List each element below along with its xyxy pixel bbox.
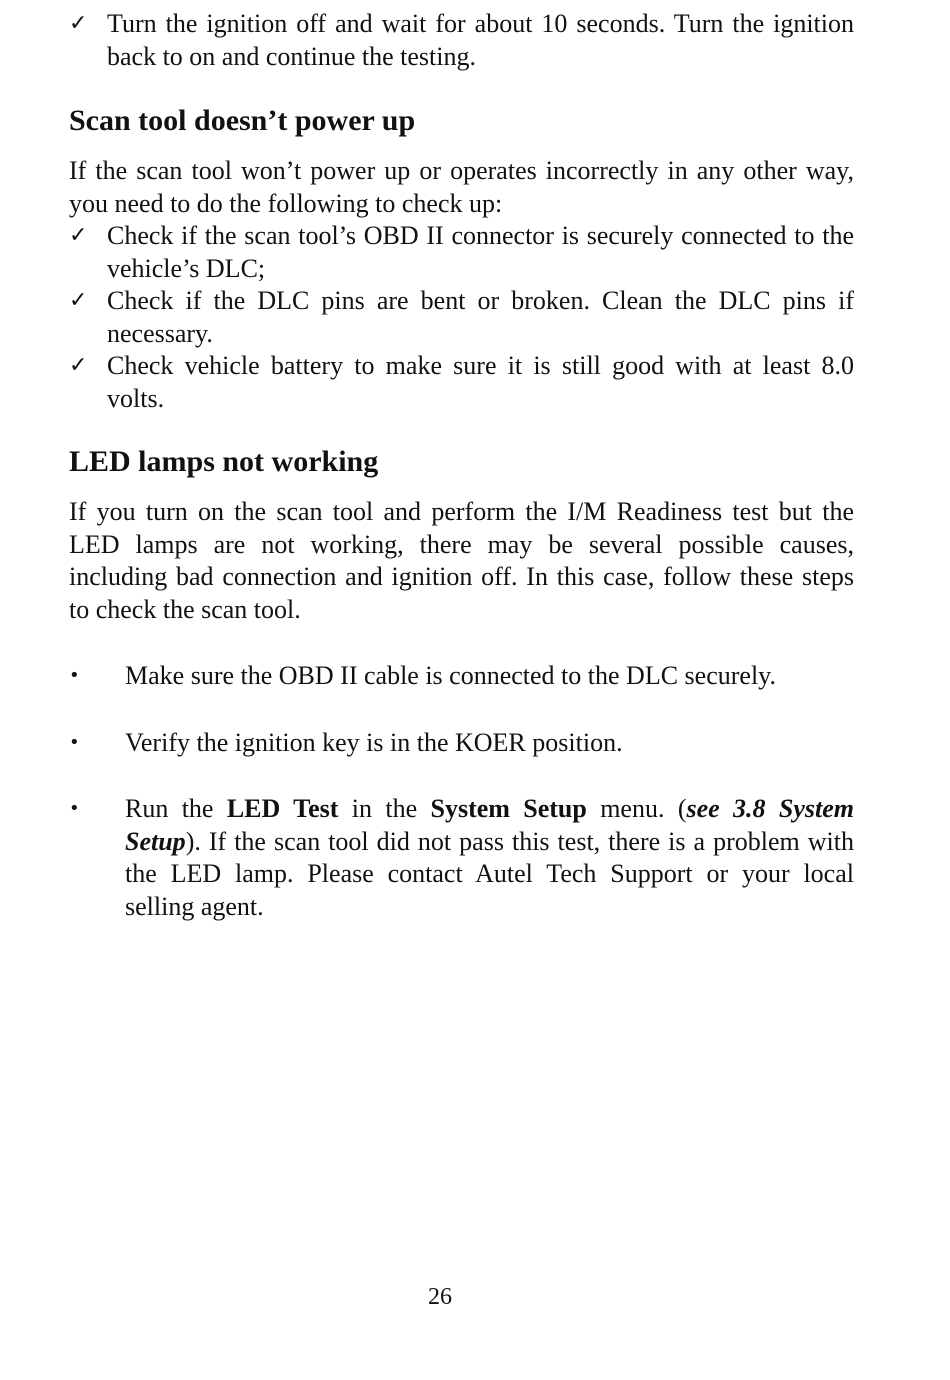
cross-reference: see 3.8 System Setup <box>125 794 855 856</box>
bullet-icon: • <box>69 731 80 753</box>
bullet-item-text: Make sure the OBD II cable is connected to the DLC securely. <box>125 661 776 690</box>
checkmark-icon: ✓ <box>69 353 88 378</box>
text-run: ). If the scan tool did not pass this test, there is a problem with the LED lamp. Please contact Autel Tech Support or your local selling agent. <box>125 826 854 921</box>
bullet-item-ignition-key <box>69 727 854 760</box>
checkmark-icon: ✓ <box>69 11 88 36</box>
checkmark-icon: ✓ <box>69 288 88 313</box>
bullet-item-led-test <box>69 793 854 923</box>
system-setup-label: System Setup <box>430 794 587 823</box>
checklist-item-pins <box>69 285 854 350</box>
section-intro-led: If you turn on the scan tool and perform the I/M Readiness test but the LED lamps are not working, there may be several possible causes, including bad connection and ignition off. In this case, follow these steps to check the scan tool. <box>69 497 854 624</box>
section-intro-power: If the scan tool won’t power up or operates incorrectly in any other way, you need to do the following to check up: <box>69 156 854 218</box>
section-heading-led: LED lamps not working <box>69 445 379 478</box>
checklist-item-ignition <box>69 8 854 73</box>
bullet-item-text <box>125 794 854 921</box>
checklist-item-text: Check if the DLC pins are bent or broken. Clean the DLC pins if necessary. <box>107 286 854 348</box>
text-run: menu. ( <box>586 794 687 823</box>
checklist-item-connector <box>69 220 854 285</box>
led-test-label: LED Test <box>226 794 339 823</box>
page-number: 26 <box>428 1284 452 1310</box>
bullet-item-text: Verify the ignition key is in the KOER position. <box>125 727 623 757</box>
checkmark-icon: ✓ <box>69 223 88 248</box>
checklist-item-battery <box>69 350 854 415</box>
checklist-item-text: Turn the ignition off and wait for about 10 seconds. Turn the ignition back to on and continue the testing. <box>107 9 854 71</box>
checklist-item-text: Check vehicle battery to make sure it is still good with at least 8.0 volts. <box>107 351 854 413</box>
page-content <box>69 8 854 923</box>
checklist-item-text: Check if the scan tool’s OBD II connector is securely connected to the vehicle’s DLC; <box>107 221 854 283</box>
section-heading-power: Scan tool doesn’t power up <box>69 104 416 137</box>
bullet-icon: • <box>69 665 80 686</box>
text-run: in the <box>338 794 431 823</box>
text-run: Run the <box>125 794 227 823</box>
bullet-item-cable <box>69 660 854 693</box>
bullet-icon: • <box>69 798 80 819</box>
